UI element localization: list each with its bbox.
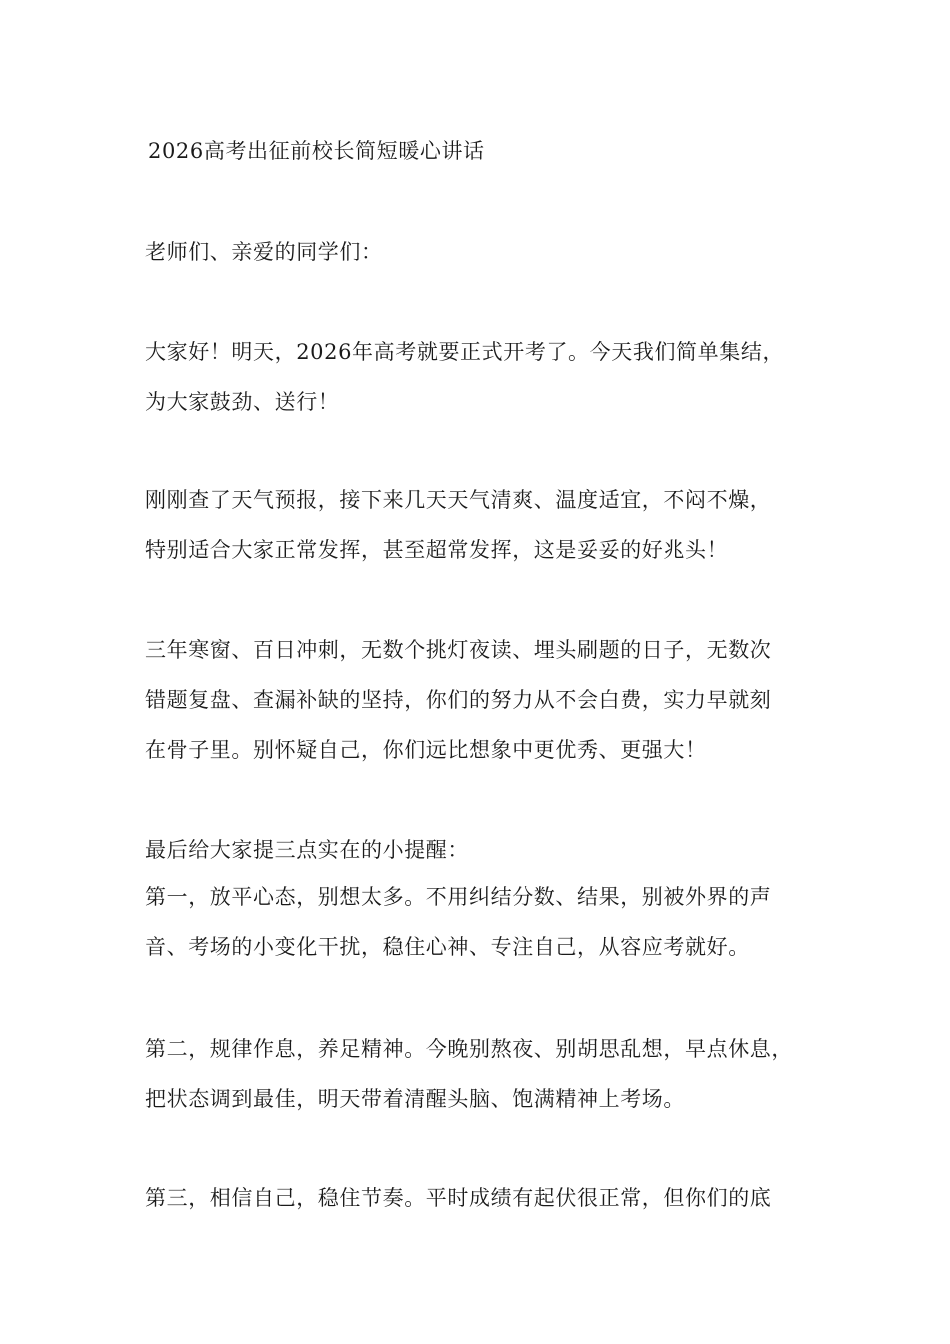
document-title: 2026高考出征前校长简短暖心讲话: [148, 139, 485, 163]
paragraph-2-line-2: 特别适合大家正常发挥，甚至超常发挥，这是妥妥的好兆头！: [145, 538, 729, 562]
paragraph-6-line-1: 第三，相信自己，稳住节奏。平时成绩有起伏很正常，但你们的底: [145, 1186, 772, 1210]
paragraph-1-line-1: 大家好！明天，2026年高考就要正式开考了。今天我们简单集结，: [145, 340, 785, 364]
paragraph-3-line-3: 在骨子里。别怀疑自己，你们远比想象中更优秀、更强大！: [145, 738, 707, 762]
paragraph-2-line-1: 刚刚查了天气预报，接下来几天天气清爽、温度适宜，不闷不燥，: [145, 488, 772, 512]
paragraph-3-line-2: 错题复盘、查漏补缺的坚持，你们的努力从不会白费，实力早就刻: [145, 688, 772, 712]
paragraph-5-line-1: 第二，规律作息，养足精神。今晚别熬夜、别胡思乱想，早点休息，: [145, 1037, 793, 1061]
paragraph-4-line-3: 音、考场的小变化干扰，稳住心神、专注自己，从容应考就好。: [145, 935, 750, 959]
paragraph-3-line-1: 三年寒窗、百日冲刺，无数个挑灯夜读、埋头刷题的日子，无数次: [145, 638, 772, 662]
paragraph-1-line-2: 为大家鼓劲、送行！: [145, 390, 340, 414]
salutation: 老师们、亲爱的同学们：: [145, 240, 383, 264]
paragraph-4-line-2: 第一，放平心态，别想太多。不用纠结分数、结果，别被外界的声: [145, 885, 772, 909]
paragraph-4-line-1: 最后给大家提三点实在的小提醒：: [145, 838, 469, 862]
paragraph-5-line-2: 把状态调到最佳，明天带着清醒头脑、饱满精神上考场。: [145, 1087, 685, 1111]
